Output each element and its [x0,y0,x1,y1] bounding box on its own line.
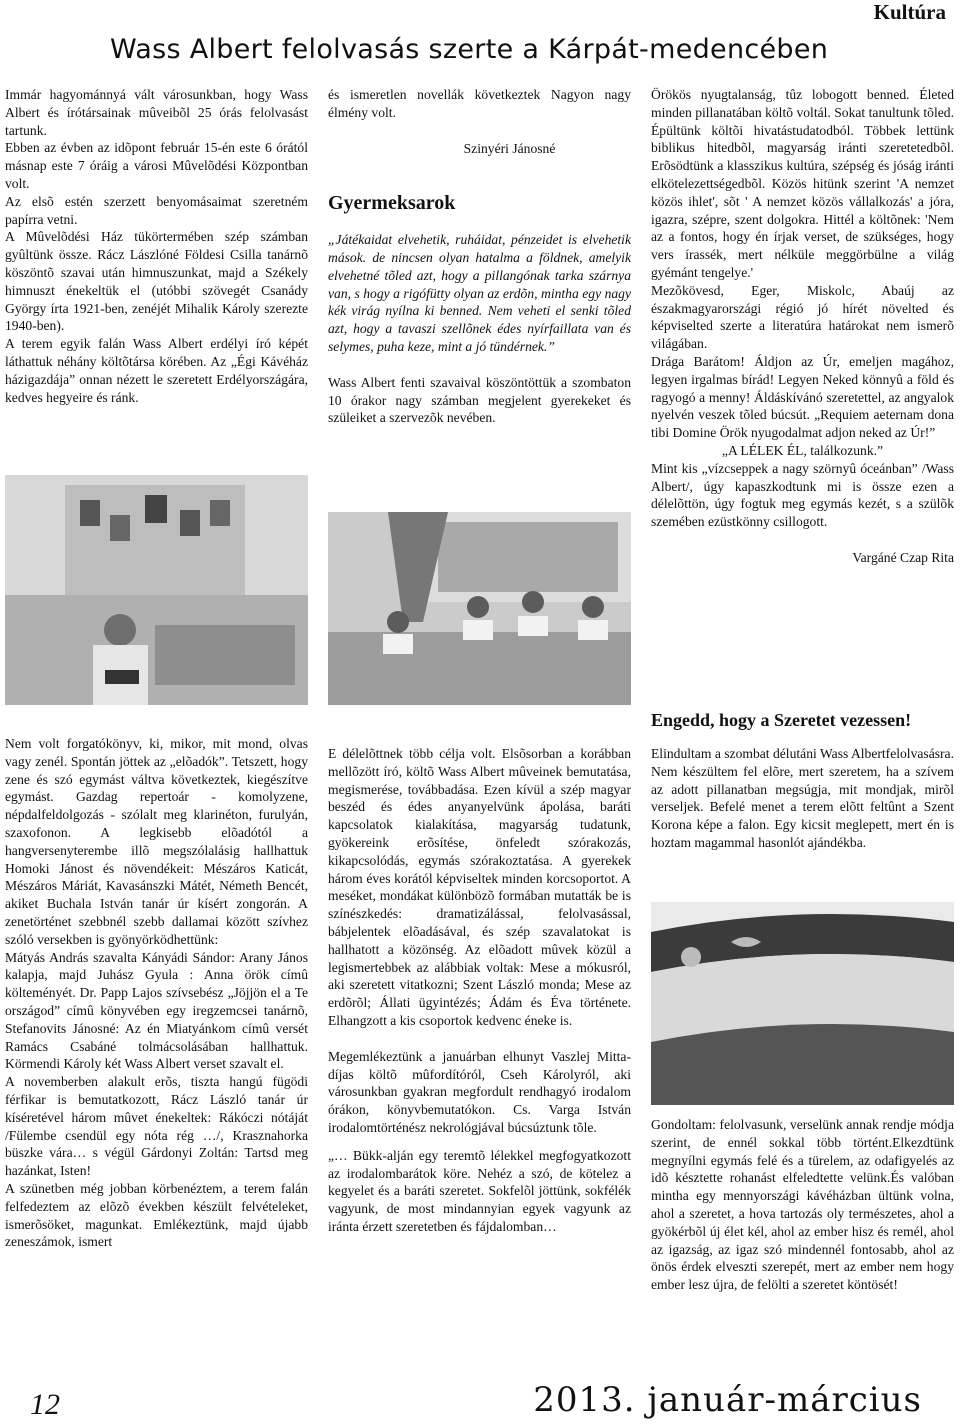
quote-paragraph: „Játékaidat elvehetik, ruháidat, pénzeidet is elvehetik mások. de nincsen olyan hatalma a földnek, amelyik elvehetné tõled azt, hogy a pillangónak tarka szárnya van, s hogy a rigófütty olyan az erdõn, mintha egy nagy kék virág nyílna ki benned. Nem veheti el senki tõled azt, hogy a tavaszi szellõnek édes nyírfaillata van és selymes, puha keze, mint a jó tündérnek.” [328,232,631,354]
page-number: 12 [30,1388,60,1421]
column-3-top [651,86,954,567]
column-2-bottom [328,745,631,1236]
issue-date: 2013. január-március [533,1380,922,1420]
paragraph: Mezõkövesd, Eger, Miskolc, Abaúj az északmagyarországi régió jó hírét növelted és képviselted szerte a literatúra határokat nem ismerõ világában. [651,282,954,352]
paragraph: Ebben az évben az idõpont február 15-én este 6 órától másnap este 7 óráig a városi Mûvelõdési Központban volt. [5,140,308,191]
paragraph: A Mûvelõdési Ház tükörtermében szép számban gyûltünk össze. Rácz Lászlóné Földesi Csilla tanárnõ köszöntõ szavai után himnuszunkat, majd a Székely himnuszt énekeltük el (utóbbi szövegét Csanády György írta 1921-ben, zenéjét Mihalik Károly szerezte 1940-ben). [5,229,308,334]
paragraph: Nem volt forgatókönyv, ki, mikor, mit mond, olvas vagy zenél. Spontán jöttek az „elõadók”. Tetszett, hogy zene és szó egymást váltva következtek, kiegészítve egymást. Gazdag repertoár - komolyzene, népdalfeldolgozás - szólalt meg klarinéton, furulyán, szaxofonon. A legkisebb elõadótól a hangversenyterembe illõ megszólalásig hallhattuk Homoki Jánost és növendékeit: Mészáros Katicát, Mészáros Máriát, Kavasánszki Mátét, Németh Bencét, akiket Buchala István tanár úr kísért zongorán. A zenetörténet szebbnél szebb dallamai között szívhez szóló versekben is gyönyörködhettünk: [5,736,308,947]
paragraph: „A LÉLEK ÉL, találkozunk.” [721,442,884,458]
column-2-top [328,86,631,427]
author-signature: Szinyéri Jánosné [463,140,556,156]
column-1-bottom [5,735,308,1251]
section-title: Kultúra [873,0,946,24]
paragraph: Elindultam a szombat délutáni Wass Albertfelolvasásra. Nem készültem fel elõre, mert szeretem, ha a szívem az adott pillanatban megsúgja, mit mondjak, mirõl verseljek. Befelé menet a terem elõtt feltûnt a Szent Korona képe a falon. Egy kicsit meglepett, mert én is hoztam magammal hasonlót ajándékba. [651,746,954,850]
children-reading-photo [328,512,631,705]
paragraph: Gondoltam: felolvasunk, verselünk annak rendje módja szerint, de ennél sokkal több történt.Elkezdtünk megnyílni egymás felé és a türelem, az odafigyelés az idõ késztette rohanást elfeledtette velünk.És valóban mintha egy mennyországi kávéházban ültünk volna, ahol a szeretet, a hova tartozás oly természetes, ahol a gyökérbõl új élet kél, ahol az ember hisz és remél, ahol az igazság, az igaz szó mindennél fontosabb, ahol az önös érdek elveszti szerepét, mert az ember nem hogy ember lesz újra, de felölti a szeretet köntösét! [651,1117,954,1293]
column-3-bottom [651,1116,954,1294]
paragraph: Örökös nyugtalanság, tûz lobogott benned. Életed minden pillanatában költõ voltál. Sokat tanultunk tõled. Épültünk költõi hivatástudatodból. Többek lettünk biblikus hitedbõl, magyarság iránti szeretetedbõl. Erõsödtünk a klasszikus kultúra, szépség és jóság iránti elkötelezettségedbõl. Közös hitünk szerint 'A nemzet közös ihlet', sõt ' A nemzet közös vállalkozás' a jóra, igazra, szépre, szent dolgokra. Hittél a költõnek: 'Nem az a fontos, hogy én írjak verset, de szükséges, hogy vers írassék, mert nélküle meggörbülne a világ gyémánt tengelye.' [651,87,954,280]
paragraph: A terem egyik falán Wass Albert erdélyi író képét láthattuk néhány költõtársa körében. Az „Égi Kávéház házigazdája” onnan nézett le szeretett Erdélyországára, kedves hegyeire és ránk. [5,336,308,405]
paragraph: Megemlékeztünk a januárban elhunyt Vaszlej Mitta-díjas költõ mûfordítóról, Cseh Károlyról, aki városunkban gyakran megfordult rendhagyó irodalom órákon, könyvbemutatókon. Cs. Varga István irodalomtörténész nekrológjával búcsúztunk tõle. [328,1048,631,1135]
paragraph: Immár hagyománnyá vált városunkban, hogy Wass Albert és írótársainak mûveibõl 25 órás felolvasást tartunk. [5,87,308,138]
paragraph: E délelõttnek több célja volt. Elsõsorban a korábban mellõzött író, költõ Wass Albert mûveinek bemutatása, megismerése, továbbadása. Ezen kívül a szép magyar beszéd és édes anyanyelvünk ápolása, baráti kapcsolatok kialakítása, magyarság tudatunk, gyökereink erõsítése, önfeledt szórakozás, kikapcsolódás, egymás szórakoztatása. A gyerekek három éves korától képviseltek minden korcsoportot. A meséket, mondákat különbözõ formában mutatták be is színészkedés: dramatizálással, felolvasással, bábjelentek elõadásával, és szép szavalatokat is hallhatott a közönség. Az elõadott mûvek közül a legismertebbek az alábbiak voltak: Mese a mókusról, aki szeretett vitatkozni; Szent László monda; Mese az erdõrõl; Állati ügyintézés; Ádám és Éva története. Elhangzott a kis csoportok kedvenc éneke is. [328,746,631,1028]
paragraph: A novemberben alakult erõs, tiszta hangú fügödi férfikar is bemutatkozott, Rácz László tanár úr kíséretével három mûvet énekeltek: Rákóczi nótáját /Fülembe csendül egy nóta rég …/, Krasznahorka büszke vára… s végül Gárdonyi Zoltán: Tartsd meg hazánkat, Isten! [5,1074,308,1179]
paragraph: Az elsõ estén szerzett benyomásaimat szeretném papírra vetni. [5,193,308,227]
paragraph: Wass Albert fenti szavaival köszöntöttük a szombaton 10 órakor nagy számban megjelent gyerekeket és szüleiket a szervezõk nevében. [328,374,631,426]
column-1-top [5,86,308,406]
paragraph: Drága Barátom! Áldjon az Úr, emeljen magához, legyen irgalmas bírád! Legyen Neked könnyû a föld és ragyogó a menny! Áldáskívánó szeretettel, az angyalok nyelvén veszek tõled búcsút. „Requiem aeternam dona tibi Domine Örök nyugodalmat adjon neked az Úr!” [651,353,954,441]
reading-photo-woman [5,475,308,705]
paragraph: „… Bükk-alján egy teremtõ lélekkel megfogyatkozott az irodalombarátok köre. Nehéz a szó, de kötelez a kegyelet és a baráti szeretet. Sokfelõl jöttünk, sokfélék vagyunk, de most mindannyian egyek vagyunk az iránta érzett szeretetben és fájdalomban… [328,1147,631,1234]
paragraph: A szünetben még jobban körbenéztem, a terem falán felfedeztem az elõzõ években készült felvételeket, ismerõsöket, magunkat. Emlékeztünk, majd újabb zeneszámok, ismert [5,1180,308,1250]
section-heading: Engedd, hogy a Szeretet vezessen! [651,710,912,730]
szekely-flag-photo [651,902,954,1105]
article-headline: Wass Albert felolvasás szerte a Kárpát-medencében [110,34,829,65]
paragraph: Mint kis „vízcseppek a nagy szörnyû óceánban” /Wass Albert/, úgy kapaszkodtunk mi is össze ezen a délelõttön, úgy fogtuk meg egymás kezét, s a szülõk szemében ezüstkönny csillogott. [651,460,954,530]
author-signature: Vargáné Czap Rita [852,549,954,565]
paragraph: és ismeretlen novellák következtek Nagyon nagy élmény volt. [328,87,631,120]
column-3-intro [651,745,954,852]
gyermeksarok-heading: Gyermeksarok [328,192,456,215]
paragraph: Mátyás András szavalta Kányádi Sándor: Arany János kalapja, majd Juhász Gyula : Anna örök címû költeményét. Dr. Papp Lajos szívsebész „Jöjjön el a Te országod” címû könyvében egy iregzemcsei tanárnõ, Stefanovits Jánosné: Az én Miatyánkom címû versét Ramács Csabáné tolmácsolásában hallhattuk. Körmendi Károly két Wass Albert verset szavalt el. [5,949,308,1072]
